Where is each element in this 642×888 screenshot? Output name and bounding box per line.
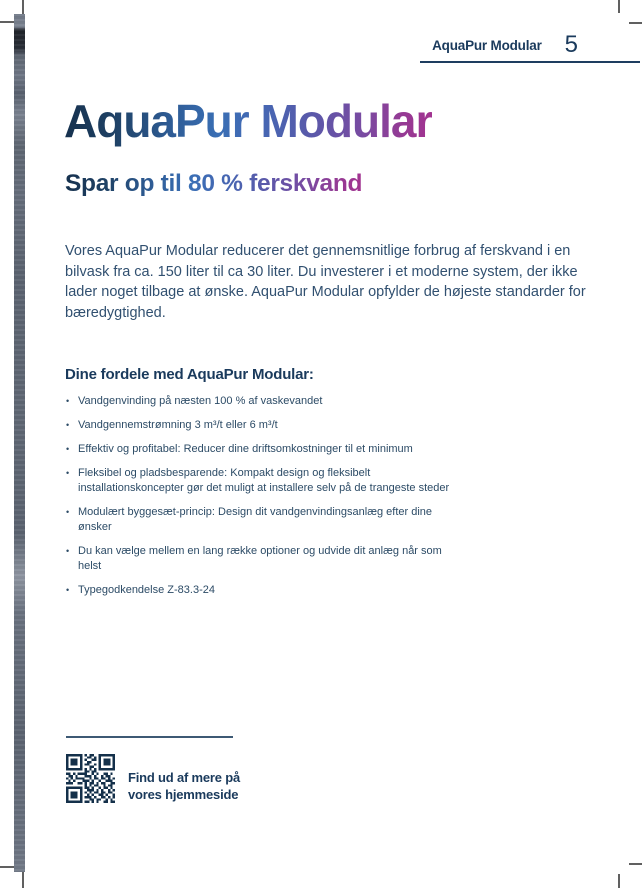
crop-mark-top-left-horizontal [0,21,15,23]
running-header-inner [420,29,640,61]
crop-mark-bottom-right-vertical [618,874,620,888]
crop-mark-bottom-right-horizontal [629,863,642,865]
bullet-item: • Typegodkendelse Z-83.3-24 [65,583,465,598]
running-header [420,29,640,63]
running-header-title: AquaPur Modular [432,37,542,53]
crop-mark-top-left-vertical [22,0,24,14]
crop-mark-bottom-left-horizontal [0,866,14,868]
qr-caption-line2: vores hjemmeside [128,786,239,802]
intro-paragraph: Vores AquaPur Modular reducerer det gennemsnitlige forbrug af ferskvand i en bilvask fra ca. 150 liter til ca 30 liter. Du investerer i et moderne system, der ikke lader noget tilbage at ønske. AquaPur Modular opfylder de højeste standarder for bæredygtighed. [65,243,586,321]
bullet-item: • Du kan vælge mellem en lang række optioner og udvide dit anlæg når som helst [65,544,465,574]
page-subtitle: Spar op til 80 % ferskvand [65,170,363,197]
bullet-item: • Fleksibel og pladsbesparende: Kompakt design og fleksibelt installationskoncepter gør det muligt at installere selv på de trangeste steder [65,466,465,496]
page-number: 5 [564,31,578,58]
benefits-heading: Dine fordele med AquaPur Modular: [65,366,314,383]
footer-rule [66,736,233,738]
qr-caption [128,770,240,803]
crop-mark-bottom-left-vertical [22,872,24,888]
bullet-item: • Vandgennemstrømning 3 m³/t eller 6 m³/t [65,418,465,433]
scan-spine-strip [14,14,25,872]
qr-caption-line1: Find ud af mere på [128,770,240,785]
qr-code-svg [66,754,115,803]
benefits-list [65,394,465,607]
bullet-item: • Vandgenvinding på næsten 100 % af vaskevandet [65,394,465,409]
bullet-item: • Modulært byggesæt-princip: Design dit vandgenvindingsanlæg efter dine ønsker [65,505,465,535]
page-title: AquaPur Modular [64,95,433,147]
crop-mark-top-right-vertical [618,0,620,13]
qr-code-icon [66,754,115,803]
crop-mark-top-right-horizontal [629,22,642,24]
bullet-item: • Effektiv og profitabel: Reducer dine driftsomkostninger til et minimum [65,442,465,457]
